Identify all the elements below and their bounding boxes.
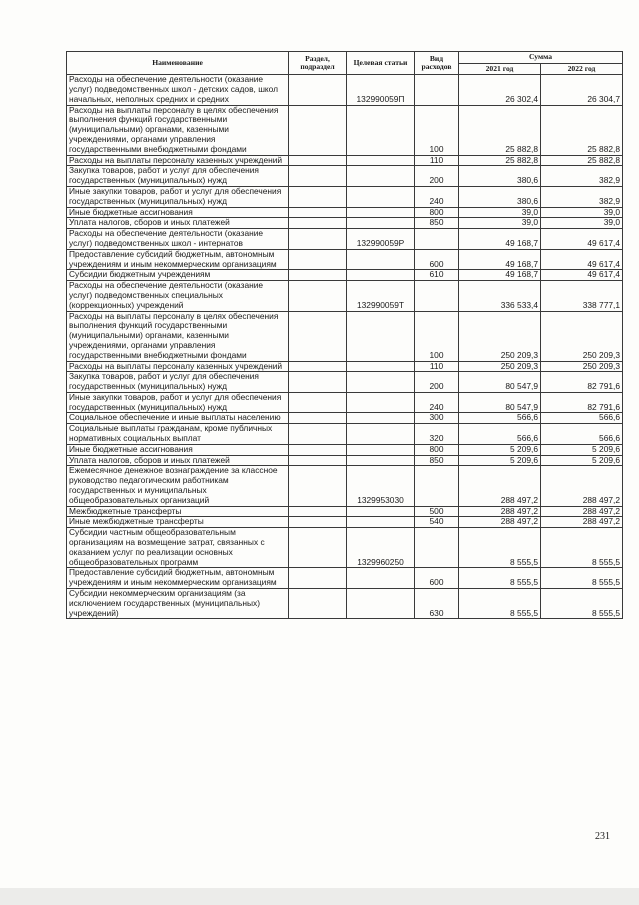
row-target: 132990059Р xyxy=(347,229,415,250)
row-name: Социальное обеспечение и иные выплаты населению xyxy=(67,413,289,424)
row-section xyxy=(289,392,347,413)
row-type: 610 xyxy=(415,270,459,281)
row-sum-2022: 338 777,1 xyxy=(541,281,623,311)
table-header xyxy=(67,52,623,75)
row-sum-2021: 49 168,7 xyxy=(459,249,541,270)
table-row xyxy=(67,218,623,229)
row-target xyxy=(347,424,415,445)
row-type: 600 xyxy=(415,568,459,589)
row-section xyxy=(289,589,347,619)
row-name: Социальные выплаты гражданам, кроме публичных нормативных социальных выплат xyxy=(67,424,289,445)
row-type: 600 xyxy=(415,249,459,270)
row-sum-2022: 8 555,5 xyxy=(541,528,623,568)
row-target xyxy=(347,186,415,207)
row-section xyxy=(289,186,347,207)
row-target xyxy=(347,166,415,187)
table-row xyxy=(67,155,623,166)
row-sum-2021: 39,0 xyxy=(459,218,541,229)
row-type: 300 xyxy=(415,413,459,424)
table-row xyxy=(67,249,623,270)
row-section xyxy=(289,155,347,166)
row-section xyxy=(289,249,347,270)
row-target xyxy=(347,155,415,166)
row-type: 200 xyxy=(415,166,459,187)
row-type xyxy=(415,528,459,568)
table-row xyxy=(67,444,623,455)
row-target xyxy=(347,249,415,270)
table-row xyxy=(67,506,623,517)
row-sum-2022: 39,0 xyxy=(541,218,623,229)
row-name: Закупка товаров, работ и услуг для обеспечения государственных (муниципальных) нужд xyxy=(67,372,289,393)
row-sum-2022: 39,0 xyxy=(541,207,623,218)
row-sum-2021: 5 209,6 xyxy=(459,455,541,466)
table-row xyxy=(67,75,623,105)
row-sum-2022: 250 209,3 xyxy=(541,311,623,361)
row-sum-2021: 80 547,9 xyxy=(459,392,541,413)
row-name: Расходы на выплаты персоналу в целях обеспечения выполнения функций государственными (муниципальными) органами, казенными учреждениями, органами управления государственными внебюджетными фондами xyxy=(67,105,289,155)
row-name: Расходы на обеспечение деятельности (оказание услуг) подведомственных специальных (коррекционных) учреждений xyxy=(67,281,289,311)
header-target: Целевая статьи xyxy=(347,52,415,75)
row-target xyxy=(347,506,415,517)
table-row xyxy=(67,568,623,589)
row-target xyxy=(347,361,415,372)
row-sum-2021: 49 168,7 xyxy=(459,270,541,281)
row-section xyxy=(289,506,347,517)
row-sum-2022: 49 617,4 xyxy=(541,249,623,270)
header-sum: Сумма xyxy=(459,52,623,64)
row-type xyxy=(415,75,459,105)
row-target: 132990059Т xyxy=(347,281,415,311)
row-target xyxy=(347,311,415,361)
row-sum-2022: 8 555,5 xyxy=(541,589,623,619)
header-name: Наименование xyxy=(67,52,289,75)
row-sum-2021: 380,6 xyxy=(459,186,541,207)
row-name: Уплата налогов, сборов и иных платежей xyxy=(67,455,289,466)
row-section xyxy=(289,229,347,250)
row-sum-2021: 566,6 xyxy=(459,424,541,445)
table-row xyxy=(67,270,623,281)
table-row xyxy=(67,424,623,445)
row-sum-2021: 566,6 xyxy=(459,413,541,424)
row-name: Иные бюджетные ассигнования xyxy=(67,444,289,455)
row-sum-2022: 566,6 xyxy=(541,413,623,424)
table-row xyxy=(67,361,623,372)
row-sum-2022: 49 617,4 xyxy=(541,229,623,250)
row-target xyxy=(347,517,415,528)
row-type: 800 xyxy=(415,207,459,218)
table-row xyxy=(67,229,623,250)
table-row xyxy=(67,186,623,207)
table-body xyxy=(67,75,623,619)
row-type: 100 xyxy=(415,105,459,155)
row-sum-2022: 5 209,6 xyxy=(541,444,623,455)
table-row xyxy=(67,528,623,568)
row-type xyxy=(415,281,459,311)
row-sum-2022: 26 304,7 xyxy=(541,75,623,105)
row-sum-2021: 25 882,8 xyxy=(459,155,541,166)
row-target xyxy=(347,270,415,281)
row-target xyxy=(347,372,415,393)
row-section xyxy=(289,218,347,229)
row-name: Иные закупки товаров, работ и услуг для обеспечения государственных (муниципальных) нужд xyxy=(67,392,289,413)
table-row xyxy=(67,517,623,528)
row-name: Межбюджетные трансферты xyxy=(67,506,289,517)
row-name: Расходы на выплаты персоналу казенных учреждений xyxy=(67,155,289,166)
row-type: 110 xyxy=(415,361,459,372)
row-sum-2021: 39,0 xyxy=(459,207,541,218)
scan-bottom-edge xyxy=(0,888,639,905)
row-sum-2021: 288 497,2 xyxy=(459,466,541,506)
row-section xyxy=(289,207,347,218)
row-section xyxy=(289,455,347,466)
row-type: 200 xyxy=(415,372,459,393)
row-sum-2021: 26 302,4 xyxy=(459,75,541,105)
row-sum-2021: 80 547,9 xyxy=(459,372,541,393)
row-section xyxy=(289,444,347,455)
table-row xyxy=(67,466,623,506)
row-sum-2021: 5 209,6 xyxy=(459,444,541,455)
row-name: Иные закупки товаров, работ и услуг для обеспечения государственных (муниципальных) нужд xyxy=(67,186,289,207)
row-sum-2022: 5 209,6 xyxy=(541,455,623,466)
row-section xyxy=(289,361,347,372)
row-sum-2021: 25 882,8 xyxy=(459,105,541,155)
row-sum-2021: 288 497,2 xyxy=(459,517,541,528)
row-sum-2021: 250 209,3 xyxy=(459,361,541,372)
row-type: 850 xyxy=(415,218,459,229)
row-target xyxy=(347,589,415,619)
row-section xyxy=(289,528,347,568)
header-year-2021: 2021 год xyxy=(459,63,541,75)
row-type: 500 xyxy=(415,506,459,517)
row-target: 1329953030 xyxy=(347,466,415,506)
row-sum-2022: 382,9 xyxy=(541,186,623,207)
row-sum-2021: 336 533,4 xyxy=(459,281,541,311)
row-target xyxy=(347,105,415,155)
row-sum-2021: 380,6 xyxy=(459,166,541,187)
row-sum-2022: 566,6 xyxy=(541,424,623,445)
table-row xyxy=(67,589,623,619)
header-year-2022: 2022 год xyxy=(541,63,623,75)
row-name: Иные межбюджетные трансферты xyxy=(67,517,289,528)
row-target xyxy=(347,568,415,589)
row-target xyxy=(347,392,415,413)
row-sum-2022: 49 617,4 xyxy=(541,270,623,281)
row-name: Субсидии некоммерческим организациям (за исключением государственных (муниципальных) учреждений) xyxy=(67,589,289,619)
row-sum-2021: 8 555,5 xyxy=(459,568,541,589)
page-number: 231 xyxy=(595,831,610,842)
row-type: 800 xyxy=(415,444,459,455)
row-sum-2022: 8 555,5 xyxy=(541,568,623,589)
row-type: 240 xyxy=(415,392,459,413)
row-section xyxy=(289,466,347,506)
row-sum-2022: 82 791,6 xyxy=(541,372,623,393)
table-row xyxy=(67,413,623,424)
row-section xyxy=(289,105,347,155)
row-section xyxy=(289,166,347,187)
row-section xyxy=(289,311,347,361)
row-sum-2021: 250 209,3 xyxy=(459,311,541,361)
row-sum-2022: 82 791,6 xyxy=(541,392,623,413)
row-name: Ежемесячное денежное вознаграждение за классное руководство педагогическим работникам государственных и муниципальных общеобразовательных организаций xyxy=(67,466,289,506)
row-type xyxy=(415,466,459,506)
row-name: Иные бюджетные ассигнования xyxy=(67,207,289,218)
row-name: Субсидии бюджетным учреждениям xyxy=(67,270,289,281)
row-name: Расходы на выплаты персоналу казенных учреждений xyxy=(67,361,289,372)
row-type: 100 xyxy=(415,311,459,361)
row-section xyxy=(289,75,347,105)
table-row xyxy=(67,372,623,393)
row-name: Субсидии частным общеобразовательным организациям на возмещение затрат, связанных с оказанием услуг по реализации основных общеобразовательных программ xyxy=(67,528,289,568)
row-target xyxy=(347,444,415,455)
row-name: Расходы на обеспечение деятельности (оказание услуг) подведомственных школ - интернатов xyxy=(67,229,289,250)
row-section xyxy=(289,424,347,445)
row-sum-2022: 288 497,2 xyxy=(541,517,623,528)
row-sum-2022: 25 882,8 xyxy=(541,105,623,155)
row-section xyxy=(289,281,347,311)
row-type: 110 xyxy=(415,155,459,166)
row-target xyxy=(347,207,415,218)
row-target xyxy=(347,455,415,466)
row-section xyxy=(289,270,347,281)
row-target: 132990059П xyxy=(347,75,415,105)
row-type xyxy=(415,229,459,250)
row-type: 240 xyxy=(415,186,459,207)
row-sum-2021: 8 555,5 xyxy=(459,528,541,568)
header-section: Раздел, подраздел xyxy=(289,52,347,75)
row-section xyxy=(289,568,347,589)
row-type: 320 xyxy=(415,424,459,445)
row-name: Предоставление субсидий бюджетным, автономным учреждениям и иным некоммерческим организациям xyxy=(67,249,289,270)
table-row xyxy=(67,455,623,466)
row-sum-2021: 49 168,7 xyxy=(459,229,541,250)
table-row xyxy=(67,166,623,187)
row-sum-2021: 8 555,5 xyxy=(459,589,541,619)
row-sum-2022: 382,9 xyxy=(541,166,623,187)
row-sum-2022: 250 209,3 xyxy=(541,361,623,372)
row-name: Предоставление субсидий бюджетным, автономным учреждениям и иным некоммерческим организациям xyxy=(67,568,289,589)
row-target xyxy=(347,413,415,424)
row-sum-2021: 288 497,2 xyxy=(459,506,541,517)
row-section xyxy=(289,372,347,393)
row-name: Расходы на обеспечение деятельности (оказание услуг) подведомственных школ - детских садов, школ начальных, неполных средних и средних xyxy=(67,75,289,105)
row-target xyxy=(347,218,415,229)
table-row xyxy=(67,311,623,361)
row-sum-2022: 288 497,2 xyxy=(541,506,623,517)
table-row xyxy=(67,392,623,413)
row-type: 540 xyxy=(415,517,459,528)
budget-table xyxy=(66,51,623,619)
row-type: 850 xyxy=(415,455,459,466)
row-section xyxy=(289,413,347,424)
table-row xyxy=(67,105,623,155)
row-name: Закупка товаров, работ и услуг для обеспечения государственных (муниципальных) нужд xyxy=(67,166,289,187)
header-type: Вид расходов xyxy=(415,52,459,75)
row-name: Расходы на выплаты персоналу в целях обеспечения выполнения функций государственными (муниципальными) органами, казенными учреждениями, органами управления государственными внебюджетными фондами xyxy=(67,311,289,361)
row-section xyxy=(289,517,347,528)
table-row xyxy=(67,281,623,311)
row-target: 1329960250 xyxy=(347,528,415,568)
row-sum-2022: 288 497,2 xyxy=(541,466,623,506)
row-name: Уплата налогов, сборов и иных платежей xyxy=(67,218,289,229)
row-sum-2022: 25 882,8 xyxy=(541,155,623,166)
table-row xyxy=(67,207,623,218)
row-type: 630 xyxy=(415,589,459,619)
